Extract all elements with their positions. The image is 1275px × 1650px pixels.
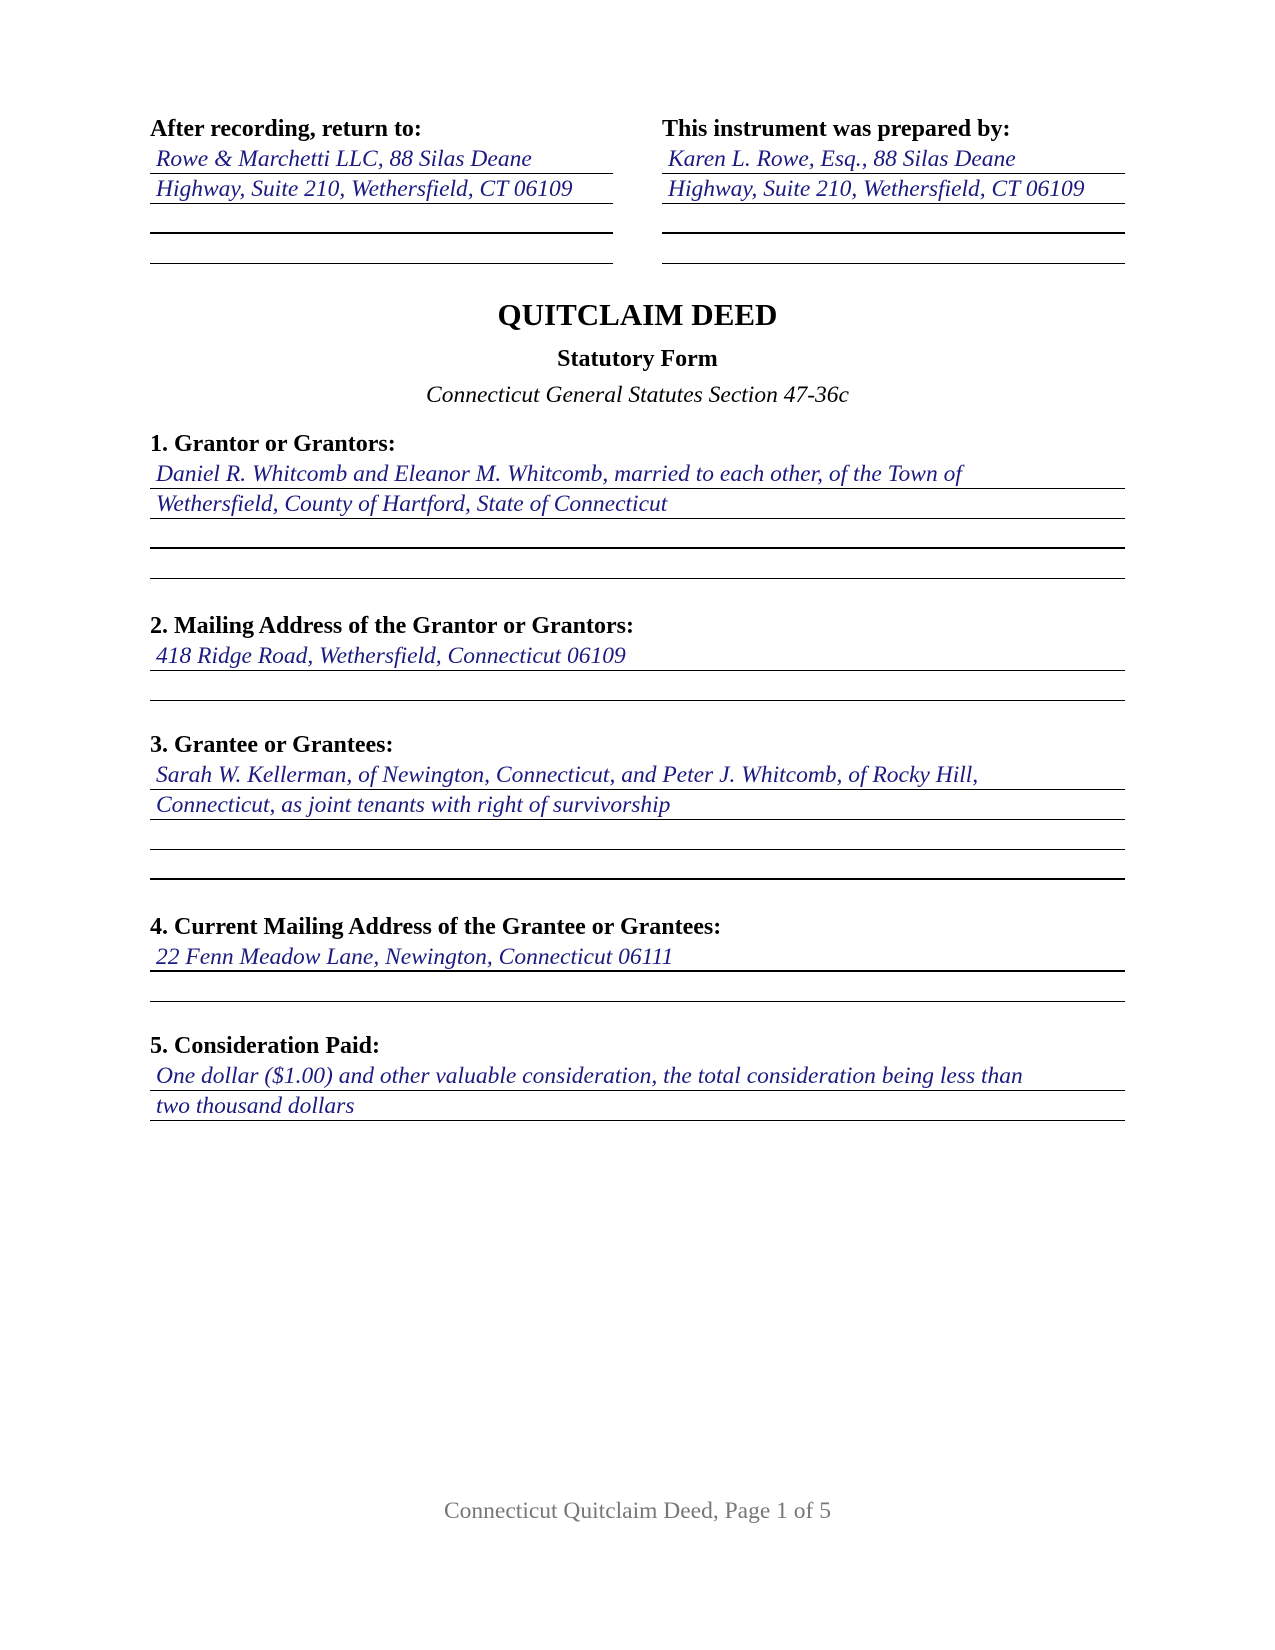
section-label: 3. Grantee or Grantees: [150,732,394,758]
return-to-line-3[interactable] [150,204,613,234]
return-to-line-1[interactable]: Rowe & Marchetti LLC, 88 Silas Deane [150,144,613,174]
section-consideration [150,1031,1125,1121]
section-grantor-address [150,611,1125,701]
prepared-by-label: This instrument was prepared by: [662,116,1011,142]
page-footer: Connecticut Quitclaim Deed, Page 1 of 5 [444,1498,831,1524]
prepared-by-line-3[interactable] [662,204,1125,234]
section-label: 2. Mailing Address of the Grantor or Grantors: [150,613,634,639]
grantee-address-line-2[interactable] [150,972,1125,1002]
return-to-line-2[interactable]: Highway, Suite 210, Wethersfield, CT 06109 [150,174,613,204]
document-page [150,0,1125,1650]
grantor-address-line-2[interactable] [150,671,1125,701]
grantee-line-2[interactable]: Connecticut, as joint tenants with right of survivorship [150,790,1125,820]
consideration-line-1[interactable]: One dollar ($1.00) and other valuable consideration, the total consideration being less than [150,1061,1125,1091]
section-grantee [150,730,1125,880]
document-title: QUITCLAIM DEED [497,297,778,332]
grantee-address-line-1[interactable]: 22 Fenn Meadow Lane, Newington, Connecticut 06111 [150,942,1125,972]
grantor-line-1[interactable]: Daniel R. Whitcomb and Eleanor M. Whitcomb, married to each other, of the Town of [150,459,1125,489]
section-grantee-address [150,912,1125,1002]
grantee-line-4[interactable] [150,850,1125,880]
prepared-by-block [662,114,1125,264]
return-to-label: After recording, return to: [150,116,422,142]
grantee-line-3[interactable] [150,820,1125,850]
prepared-by-line-2[interactable]: Highway, Suite 210, Wethersfield, CT 06109 [662,174,1125,204]
consideration-line-2[interactable]: two thousand dollars [150,1091,1125,1121]
statute-reference: Connecticut General Statutes Section 47-36c [426,382,849,408]
grantor-address-line-1[interactable]: 418 Ridge Road, Wethersfield, Connecticut 06109 [150,641,1125,671]
grantee-line-1[interactable]: Sarah W. Kellerman, of Newington, Connecticut, and Peter J. Whitcomb, of Rocky Hill, [150,760,1125,790]
section-grantor [150,429,1125,579]
prepared-by-line-1[interactable]: Karen L. Rowe, Esq., 88 Silas Deane [662,144,1125,174]
grantor-line-3[interactable] [150,519,1125,549]
grantor-line-2[interactable]: Wethersfield, County of Hartford, State of Connecticut [150,489,1125,519]
grantor-line-4[interactable] [150,549,1125,579]
document-subtitle: Statutory Form [557,346,718,372]
return-to-block [150,114,613,264]
section-label: 4. Current Mailing Address of the Grantee or Grantees: [150,914,722,940]
title-block [150,296,1125,410]
section-label: 1. Grantor or Grantors: [150,431,396,457]
section-label: 5. Consideration Paid: [150,1033,381,1059]
return-to-line-4[interactable] [150,234,613,264]
prepared-by-line-4[interactable] [662,234,1125,264]
recording-header [150,114,1125,284]
